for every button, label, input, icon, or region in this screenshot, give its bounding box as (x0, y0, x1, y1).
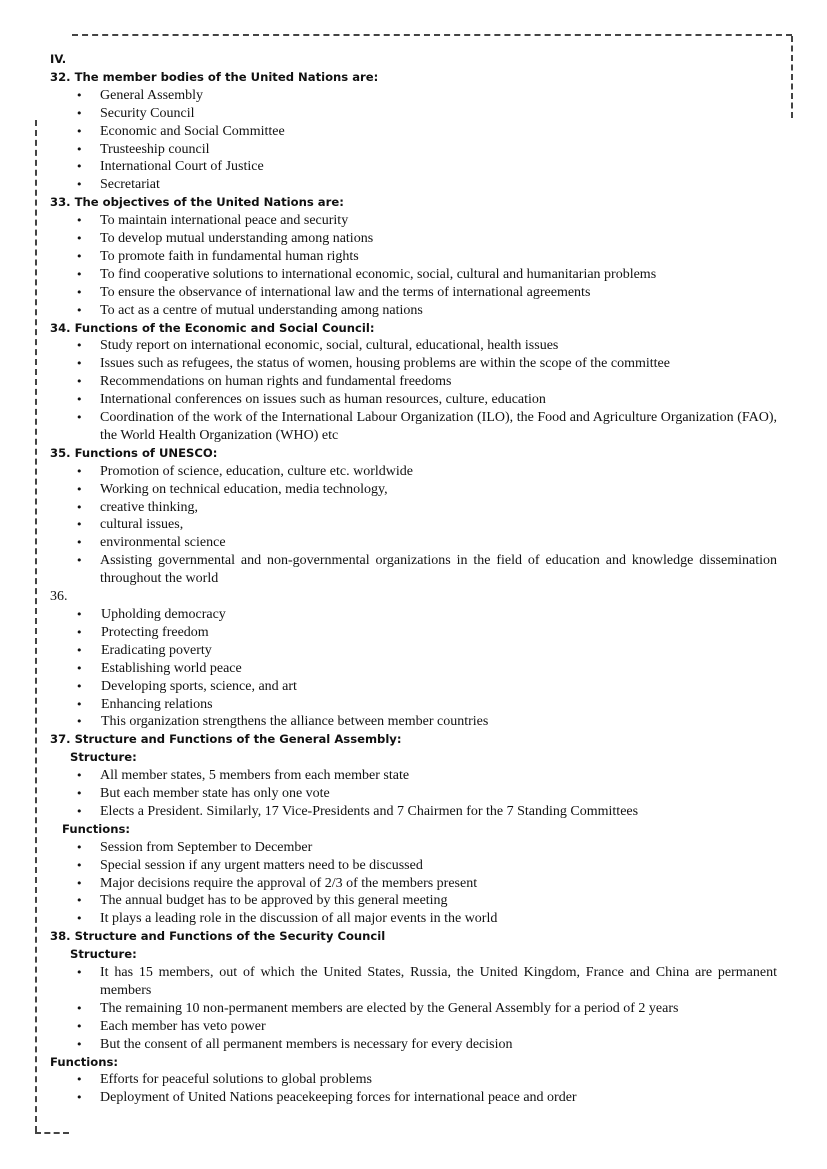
list-item: • But each member state has only one vote (50, 785, 777, 803)
list-item: • All member states, 5 members from each member state (50, 767, 777, 785)
question-35-heading: 35. Functions of UNESCO: (50, 445, 218, 460)
list-item: • Efforts for peaceful solutions to global problems (50, 1071, 777, 1089)
list-item: • Protecting freedom (50, 624, 777, 642)
page-border-right (791, 36, 793, 118)
question-32-heading: 32. The member bodies of the United Nations are: (50, 69, 379, 84)
list-item: • Coordination of the work of the International Labour Organization (ILO), the Food and Agriculture Organization (FAO), the World Health Organization (WHO) etc (50, 409, 777, 445)
question-34-heading: 34. Functions of the Economic and Social Council: (50, 320, 375, 335)
question-37-functions-label: Functions: (62, 821, 130, 836)
question-38-heading: 38. Structure and Functions of the Security Council (50, 929, 386, 944)
list-item: • But the consent of all permanent members is necessary for every decision (50, 1036, 777, 1054)
list-item: • The remaining 10 non-permanent members are elected by the General Assembly for a period of 2 years (50, 1000, 777, 1018)
list-item: • creative thinking, (50, 499, 777, 517)
list-item: • Secretariat (50, 176, 777, 194)
list-item: • To promote faith in fundamental human rights (50, 248, 777, 266)
section-marker: IV. (50, 52, 67, 66)
list-item: • Establishing world peace (50, 660, 777, 678)
question-33-list (50, 212, 777, 319)
list-item: • This organization strengthens the alliance between member countries (50, 713, 777, 731)
question-37-structure-label: Structure: (70, 750, 137, 765)
list-item: • It plays a leading role in the discussion of all major events in the world (50, 910, 777, 928)
question-35-list (50, 463, 777, 588)
list-item: • environmental science (50, 534, 777, 552)
list-item: • Elects a President. Similarly, 17 Vice-Presidents and 7 Chairmen for the 7 Standing Committees (50, 803, 777, 821)
question-37-functions-list (50, 839, 777, 929)
list-item: • Deployment of United Nations peacekeeping forces for international peace and order (50, 1089, 777, 1107)
question-33-heading: 33. The objectives of the United Nations are: (50, 195, 344, 210)
list-item: • Major decisions require the approval of 2/3 of the members present (50, 875, 777, 893)
list-item: • Study report on international economic, social, cultural, educational, health issues (50, 337, 777, 355)
list-item: • To find cooperative solutions to international economic, social, cultural and humanitarian problems (50, 266, 777, 284)
question-38-functions-label: Functions: (50, 1054, 118, 1069)
question-38-structure-label: Structure: (70, 947, 137, 962)
list-item: • To act as a centre of mutual understanding among nations (50, 302, 777, 320)
list-item: • The annual budget has to be approved by this general meeting (50, 892, 777, 910)
list-item: • To develop mutual understanding among nations (50, 230, 777, 248)
list-item: • Promotion of science, education, culture etc. worldwide (50, 463, 777, 481)
list-item: • Special session if any urgent matters need to be discussed (50, 857, 777, 875)
list-item: • Upholding democracy (50, 606, 777, 624)
list-item: • Assisting governmental and non-governmental organizations in the field of education and knowledge dissemination throughout the world (50, 552, 777, 588)
question-36-heading: 36. (50, 589, 68, 605)
list-item: • Developing sports, science, and art (50, 678, 777, 696)
page-border-top (72, 34, 792, 36)
list-item: • Security Council (50, 105, 777, 123)
list-item: • International Court of Justice (50, 158, 777, 176)
question-38-structure-list (50, 964, 777, 1054)
list-item: • To maintain international peace and security (50, 212, 777, 230)
list-item: • Session from September to December (50, 839, 777, 857)
question-36-list (50, 606, 777, 731)
question-37-heading: 37. Structure and Functions of the General Assembly: (50, 732, 402, 747)
page-border-bottom (35, 1132, 69, 1134)
list-item: • Recommendations on human rights and fundamental freedoms (50, 373, 777, 391)
document-body (50, 51, 777, 1107)
question-32-list (50, 87, 777, 194)
question-34-list (50, 337, 777, 444)
list-item: • Economic and Social Committee (50, 123, 777, 141)
list-item: • Working on technical education, media technology, (50, 481, 777, 499)
list-item: • Eradicating poverty (50, 642, 777, 660)
question-37-structure-list (50, 767, 777, 821)
list-item: • General Assembly (50, 87, 777, 105)
list-item: • Enhancing relations (50, 696, 777, 714)
question-38-functions-list (50, 1071, 777, 1107)
list-item: • Trusteeship council (50, 141, 777, 159)
list-item: • cultural issues, (50, 516, 777, 534)
page-border-left (35, 120, 37, 1132)
list-item: • Issues such as refugees, the status of women, housing problems are within the scope of the committee (50, 355, 777, 373)
list-item: • Each member has veto power (50, 1018, 777, 1036)
list-item: • International conferences on issues such as human resources, culture, education (50, 391, 777, 409)
list-item: • To ensure the observance of international law and the terms of international agreements (50, 284, 777, 302)
list-item: • It has 15 members, out of which the United States, Russia, the United Kingdom, France and China are permanent members (50, 964, 777, 1000)
